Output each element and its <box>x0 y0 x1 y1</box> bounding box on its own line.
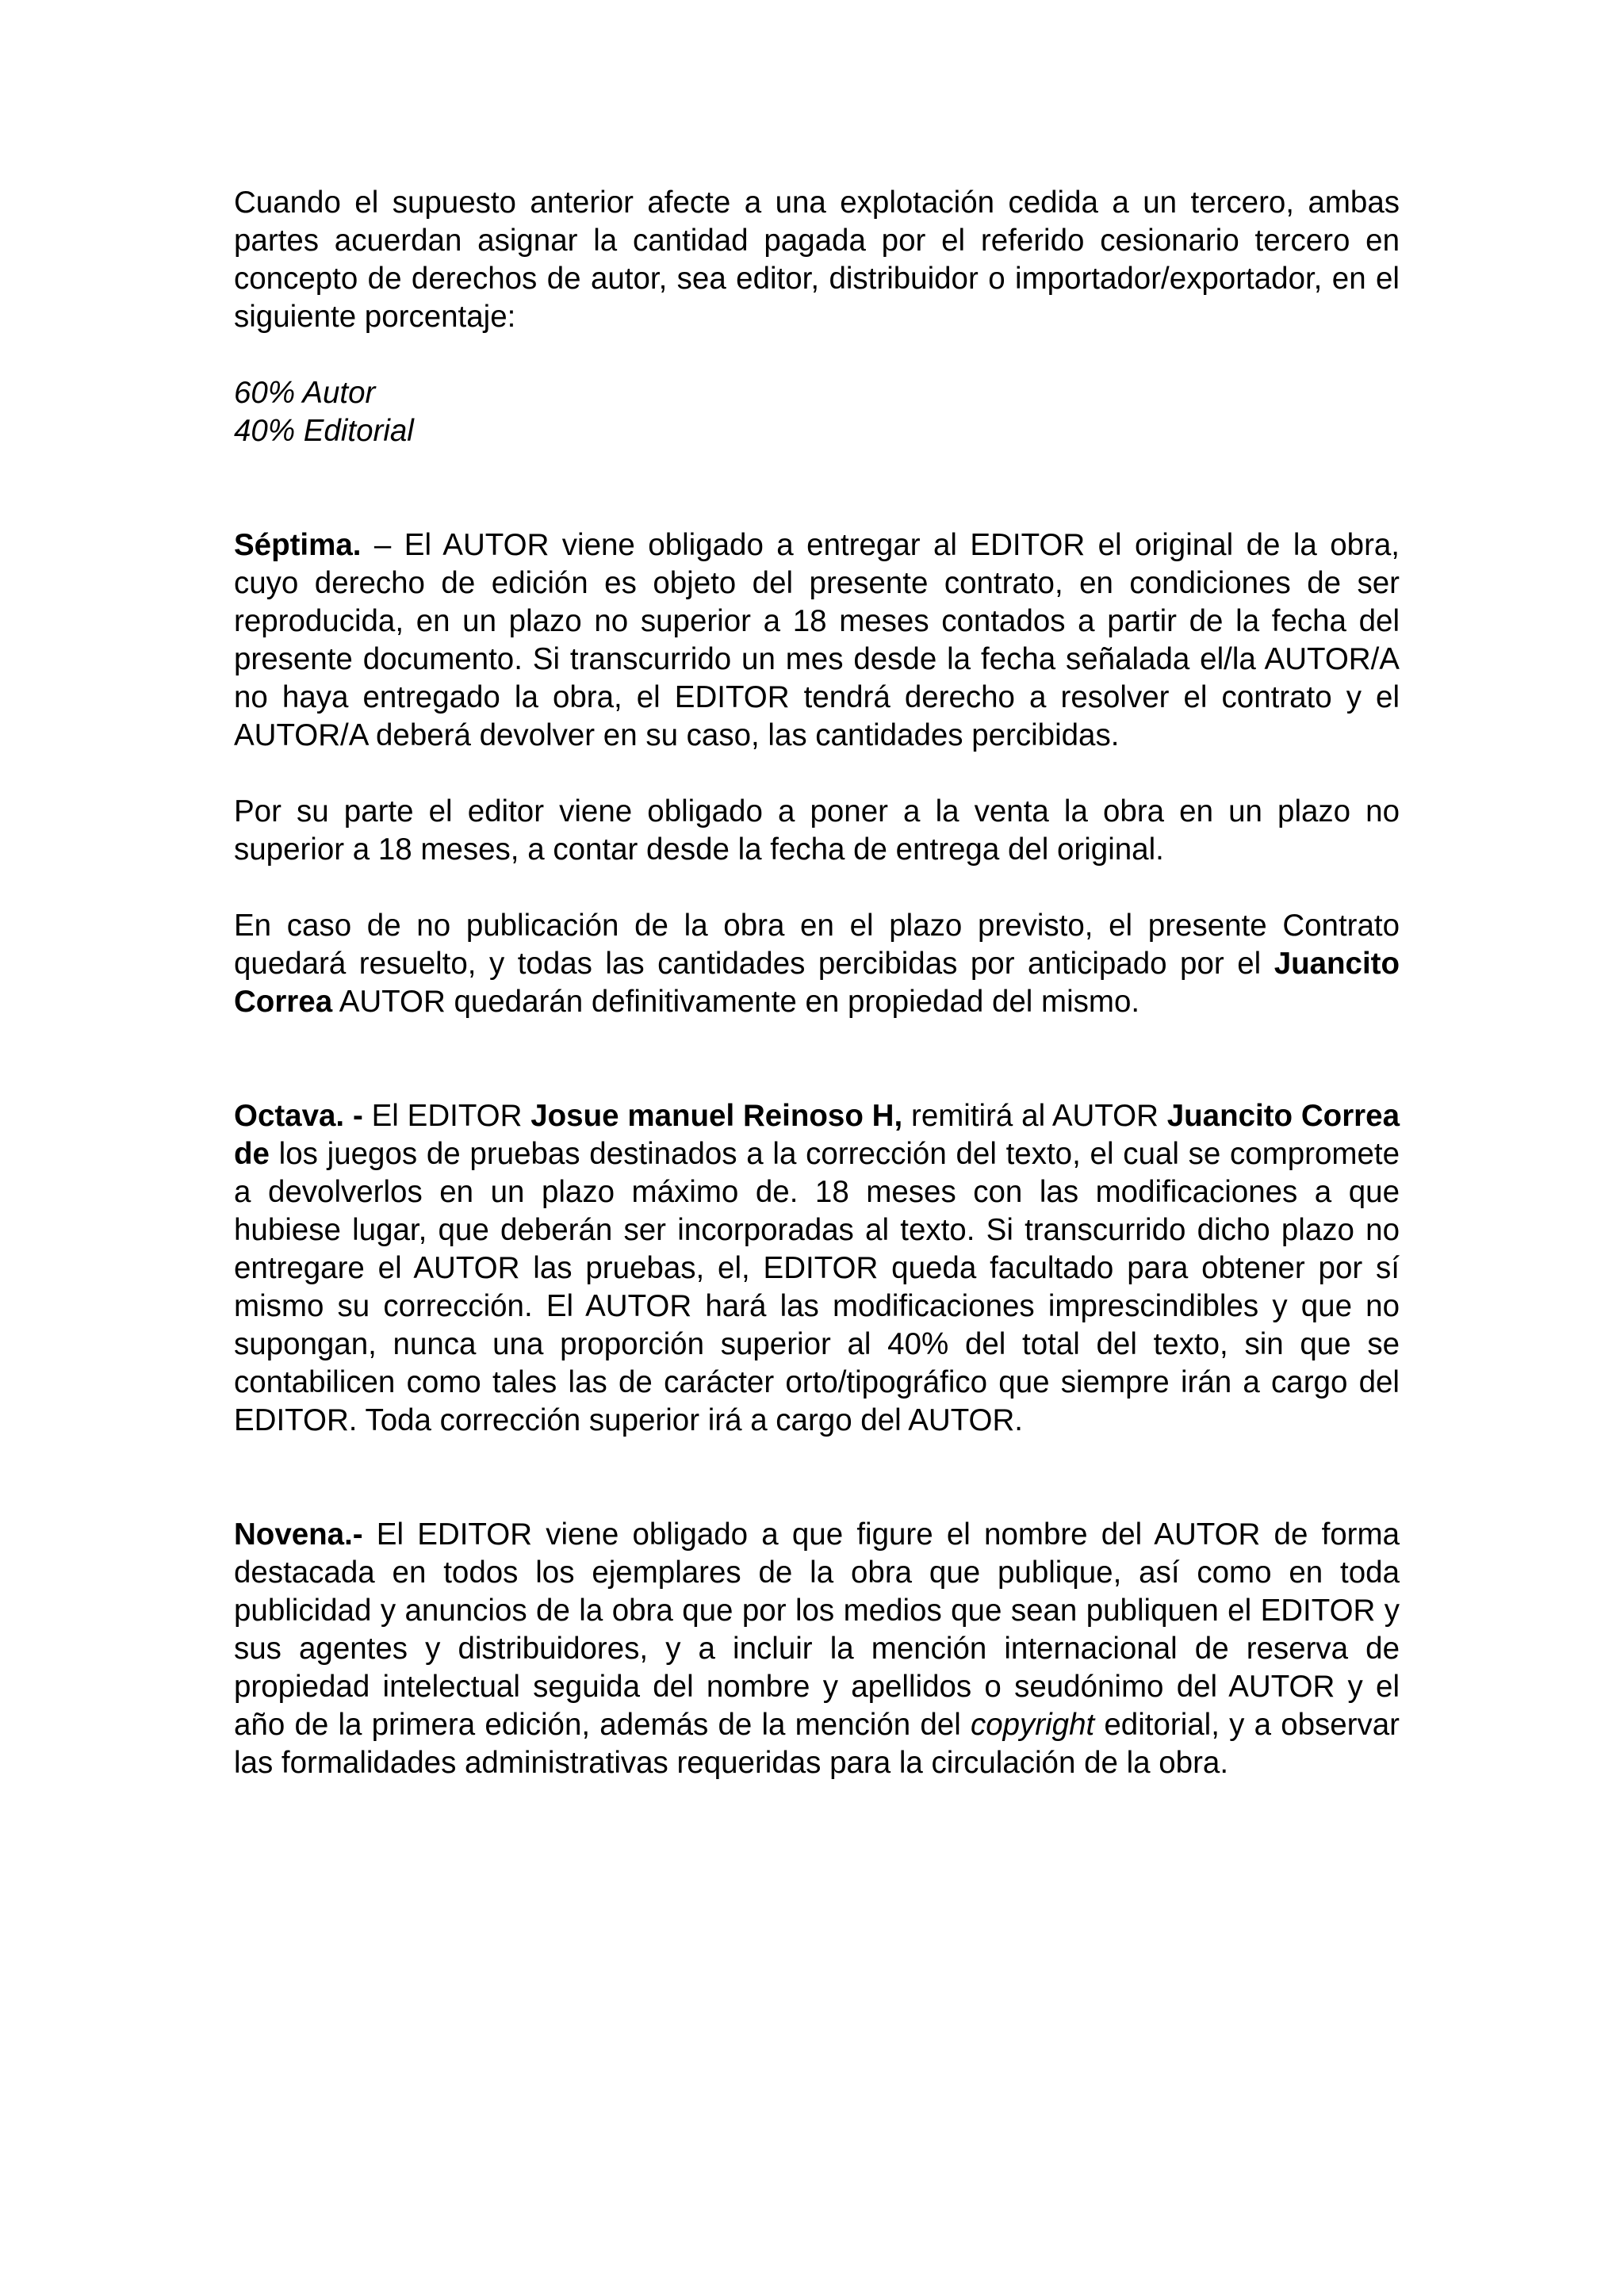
percentage-autor: 60% Autor <box>234 376 376 410</box>
clause-septima-paragraph-3 <box>234 907 1400 1021</box>
clause-novena-heading: Novena.- <box>234 1517 363 1552</box>
editor-name: Josue manuel Reinoso H, <box>530 1099 903 1133</box>
author-name: Juancito Correa <box>234 947 1400 1019</box>
clause-septima <box>234 526 1400 755</box>
clause-octava-text-1: El EDITOR <box>362 1099 531 1133</box>
author-name: Juancito Correa de <box>234 1099 1400 1171</box>
copyright-term: copyright <box>970 1708 1095 1742</box>
clause-septima-heading: Séptima. <box>234 528 362 562</box>
paragraph-cesion: Cuando el supuesto anterior afecte a una explotación cedida a un tercero, ambas partes acuerdan asignar la cantidad pagada por el referido cesionario tercero en concepto de derechos de autor, sea editor, distribuidor o importador/exportador, en el siguiente porcentaje: <box>234 186 1400 334</box>
clause-septima-text: – El AUTOR viene obligado a entregar al EDITOR el original de la obra, cuyo derecho de edición es objeto del presente contrato, en condiciones de ser reproducida, en un plazo no superior a 18 meses contados a partir de la fecha del presente documento. Si transcurrido un mes desde la fecha señalada el/la AUTOR/A no haya entregado la obra, el EDITOR tendrá derecho a resolver el contrato y el AUTOR/A deberá devolver en su caso, las cantidades percibidas. <box>234 528 1400 752</box>
percentage-list <box>234 374 1400 450</box>
clause-novena <box>234 1516 1400 1782</box>
clause-septima-p3-text-a: En caso de no publicación de la obra en el plazo previsto, el presente Contrato quedará resuelto, y todas las cantidades percibidas por anticipado por el <box>234 909 1400 981</box>
clause-octava-heading: Octava. - <box>234 1099 363 1133</box>
percentage-editorial: 40% Editorial <box>234 414 414 448</box>
clause-octava-text-2: remitirá al AUTOR <box>902 1099 1167 1133</box>
clause-novena-text-2: editorial, y a observar las formalidades administrativas requeridas para la circulación de la obra. <box>234 1708 1400 1780</box>
document-body <box>234 184 1400 1782</box>
clause-octava <box>234 1097 1400 1440</box>
clause-septima-p3-text-b: AUTOR quedarán definitivamente en propiedad del mismo. <box>332 985 1140 1019</box>
clause-octava-text-3: los juegos de pruebas destinados a la corrección del texto, el cual se compromete a devolverlos en un plazo máximo de. 18 meses con las modificaciones a que hubiese lugar, que deberán ser incorporadas al texto. Si transcurrido dicho plazo no entregare el AUTOR las pruebas, el, EDITOR queda facultado para obtener por sí mismo su corrección. El AUTOR hará las modificaciones imprescindibles y que no supongan, nunca una proporción superior al 40% del total del texto, sin que se contabilicen como tales las de carácter orto/tipográfico que siempre irán a cargo del EDITOR. Toda corrección superior irá a cargo del AUTOR. <box>234 1137 1400 1437</box>
clause-septima-paragraph-2: Por su parte el editor viene obligado a poner a la venta la obra en un plazo no superior a 18 meses, a contar desde la fecha de entrega del original. <box>234 794 1400 867</box>
clause-novena-text-1: El EDITOR viene obligado a que figure el nombre del AUTOR de forma destacada en todos los ejemplares de la obra que publique, así como en toda publicidad y anuncios de la obra que por los medios que sean publiquen el EDITOR y sus agentes y distribuidores, y a incluir la mención internacional de reserva de propiedad intelectual seguida del nombre y apellidos o seudónimo del AUTOR y el año de la primera edición, además de la mención del <box>234 1517 1400 1742</box>
